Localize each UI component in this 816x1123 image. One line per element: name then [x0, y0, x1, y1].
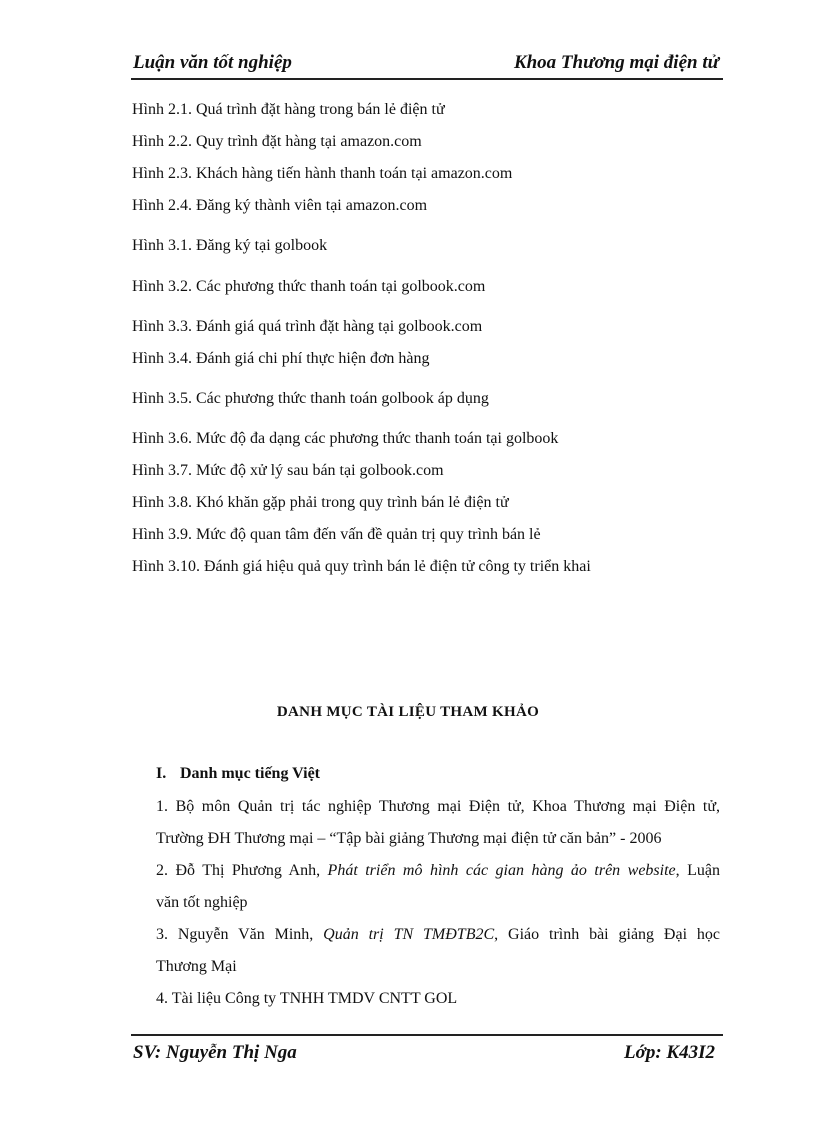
figure-item: Hình 3.6. Mức độ đa dạng các phương thức thanh toán tại golbook	[132, 430, 559, 447]
page-header	[131, 50, 723, 80]
section-number: I.	[156, 765, 167, 782]
reference-line: 1. Bộ môn Quản trị tác nghiệp Thương mại Điện tử, Khoa Thương mại Điện tử,	[156, 798, 720, 815]
reference-item-1	[156, 791, 720, 855]
figure-item: Hình 2.2. Quy trình đặt hàng tại amazon.com	[132, 133, 422, 150]
reference-line: Trường ĐH Thương mại – “Tập bài giảng Thương mại điện tử căn bản” - 2006	[156, 830, 662, 847]
section-title: Danh mục tiếng Việt	[180, 765, 320, 782]
reference-type: , Giáo trình bài giảng Đại học	[494, 926, 720, 943]
reference-item-4	[156, 983, 720, 1015]
figure-item: Hình 3.1. Đăng ký tại golbook	[132, 237, 328, 254]
figure-item: Hình 3.10. Đánh giá hiệu quả quy trình bán lẻ điện tử công ty triển khai	[132, 558, 591, 575]
figure-item: Hình 3.3. Đánh giá quá trình đặt hàng tại golbook.com	[132, 318, 483, 335]
figure-item: Hình 2.1. Quá trình đặt hàng trong bán lẻ điện tử	[132, 101, 445, 118]
reference-line: văn tốt nghiệp	[156, 894, 248, 911]
reference-author: 3. Nguyễn Văn Minh,	[156, 926, 324, 943]
figure-item: Hình 2.4. Đăng ký thành viên tại amazon.com	[132, 197, 428, 214]
footer-student-name: SV: Nguyễn Thị Nga	[133, 1042, 297, 1063]
header-thesis-label: Luận văn tốt nghiệp	[133, 52, 292, 73]
reference-work-title: Quản trị TN TMĐTB2C	[323, 926, 495, 943]
section-heading	[156, 765, 320, 783]
reference-line: 4. Tài liệu Công ty TNHH TMDV CNTT GOL	[156, 990, 458, 1007]
reference-item-3	[156, 919, 720, 983]
reference-line: Thương Mại	[156, 958, 237, 975]
header-faculty-label: Khoa Thương mại điện tử	[513, 52, 719, 73]
reference-author: 2. Đỗ Thị Phương Anh,	[156, 862, 328, 879]
reference-type: , Luận	[675, 862, 721, 879]
figure-item: Hình 3.5. Các phương thức thanh toán golbook áp dụng	[132, 390, 489, 407]
reference-work-title: Phát triển mô hình các gian hàng ảo trên website	[327, 862, 676, 879]
figure-item: Hình 3.8. Khó khăn gặp phải trong quy trình bán lẻ điện tử	[132, 494, 509, 511]
reference-line	[156, 919, 720, 951]
figure-item: Hình 3.2. Các phương thức thanh toán tại golbook.com	[132, 278, 486, 295]
references-title: DANH MỤC TÀI LIỆU THAM KHẢO	[276, 704, 540, 720]
figure-item: Hình 2.3. Khách hàng tiến hành thanh toán tại amazon.com	[132, 165, 513, 182]
figure-item: Hình 3.7. Mức độ xử lý sau bán tại golbook.com	[132, 462, 444, 479]
figure-item: Hình 3.9. Mức độ quan tâm đến vấn đề quản trị quy trình bán lẻ	[132, 526, 541, 543]
reference-item-2	[156, 855, 720, 919]
figure-item: Hình 3.4. Đánh giá chi phí thực hiện đơn hàng	[132, 350, 430, 367]
footer-class-code: Lớp: K43I2	[624, 1042, 715, 1063]
reference-line	[156, 855, 720, 887]
page-footer	[131, 1034, 723, 1070]
